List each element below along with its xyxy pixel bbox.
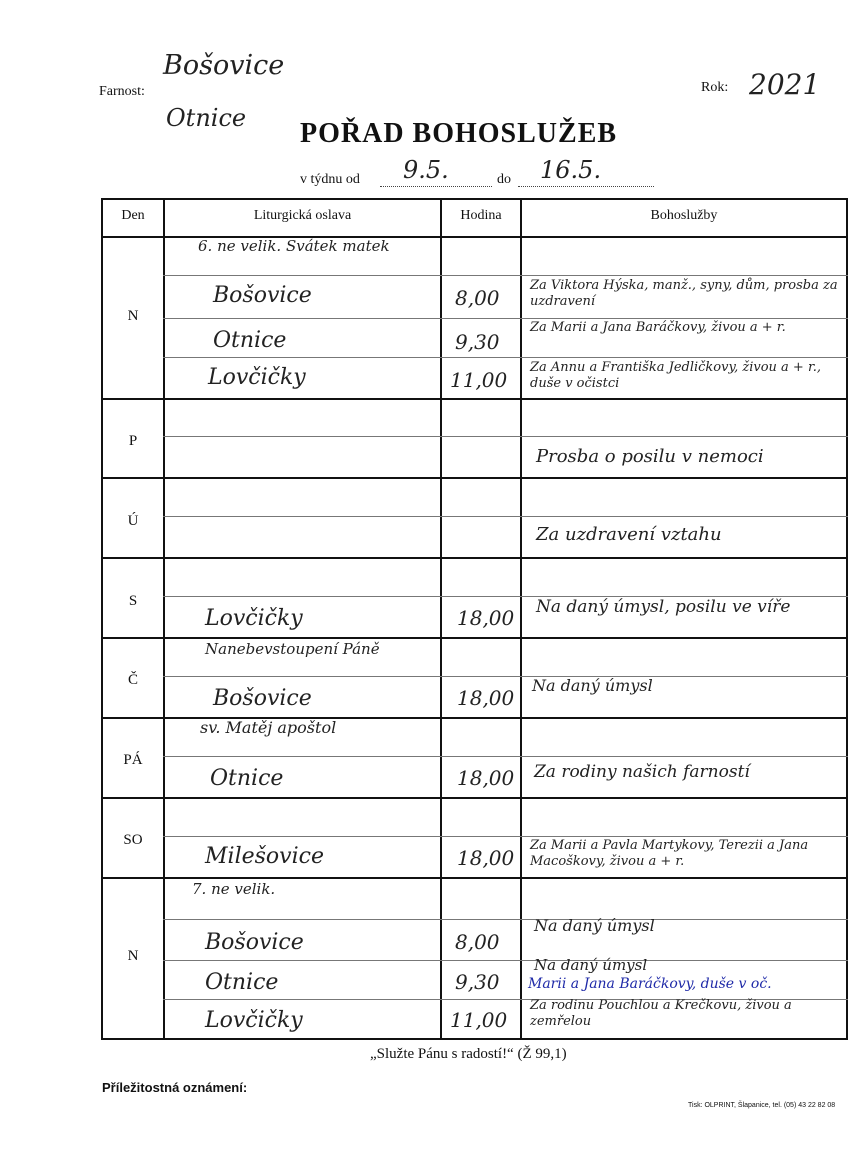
place: Otnice	[205, 970, 279, 995]
table-col-line-1	[163, 198, 165, 1040]
day-label: PÁ	[123, 752, 143, 768]
day-label: Č	[127, 672, 138, 688]
place: Bošovice	[205, 930, 304, 955]
table-border-right	[846, 198, 848, 1040]
week-from-label: v týdnu od	[300, 172, 360, 187]
time: 8,00	[455, 286, 500, 310]
row-separator	[163, 436, 848, 437]
col-header-den: Den	[121, 208, 145, 223]
time: 18,00	[457, 766, 515, 790]
liturgical-celebration: Nanebevstoupení Páně	[205, 640, 380, 658]
time: 18,00	[457, 686, 515, 710]
place: Otnice	[210, 766, 284, 791]
row-separator	[163, 960, 848, 961]
mass-intention: Na daný úmysl	[534, 916, 655, 935]
row-separator	[163, 516, 848, 517]
place: Lovčičky	[208, 365, 306, 390]
place: Lovčičky	[205, 606, 303, 631]
table-col-line-2	[440, 198, 442, 1040]
mass-intention-added: Marii a Jana Baráčkovy, duše v oč.	[528, 976, 772, 992]
mass-intention: Na daný úmysl	[532, 676, 653, 695]
day-separator	[101, 477, 848, 479]
farnost-name-1: Bošovice	[163, 50, 285, 81]
farnost-label: Farnost:	[99, 84, 145, 99]
row-separator	[163, 318, 848, 319]
day-separator	[101, 398, 848, 400]
table-col-line-3	[520, 198, 522, 1040]
day-separator	[101, 637, 848, 639]
mass-intention: Na daný úmysl, posilu ve víře	[536, 597, 791, 617]
row-separator	[163, 919, 848, 920]
row-separator	[163, 357, 848, 358]
row-separator	[163, 676, 848, 677]
place: Bošovice	[213, 686, 312, 711]
day-separator	[101, 797, 848, 799]
time: 18,00	[457, 606, 515, 630]
time: 11,00	[450, 1008, 508, 1032]
mass-intention: Prosba o posilu v nemoci	[536, 446, 764, 467]
mass-intention: Za uzdravení vztahu	[536, 524, 722, 545]
time: 9,30	[455, 970, 500, 994]
row-separator	[163, 756, 848, 757]
mass-intention: Na daný úmysl	[534, 956, 648, 974]
place: Lovčičky	[205, 1008, 303, 1033]
row-separator	[163, 836, 848, 837]
day-label: S	[128, 593, 138, 609]
mass-intention: Za Viktora Hýska, manž., syny, dům, prosba za uzdravení	[530, 278, 838, 309]
rok-value: 2021	[749, 68, 821, 101]
col-header-bohosluzby: Bohoslužby	[650, 208, 718, 223]
liturgical-celebration: sv. Matěj apoštol	[200, 718, 337, 737]
day-label: SO	[123, 832, 143, 848]
day-label: N	[127, 948, 139, 964]
liturgical-celebration: 6. ne velik. Svátek matek	[198, 237, 390, 255]
rok-label: Rok:	[701, 80, 729, 95]
day-label: N	[127, 308, 139, 324]
week-to-value: 16.5.	[540, 156, 602, 184]
col-header-hodina: Hodina	[460, 208, 502, 223]
mass-intention: Za Annu a Františka Jedličkovy, živou a + r., duše v očistci	[530, 360, 822, 391]
printer-info: Tisk: OLPRINT, Šlapanice, tel. (05) 43 22 82 08	[688, 1102, 836, 1109]
place: Bošovice	[213, 283, 312, 308]
row-separator	[163, 275, 848, 276]
week-from-value: 9.5.	[403, 156, 449, 184]
page-title: POŘAD BOHOSLUŽEB	[300, 118, 618, 149]
col-header-oslava: Liturgická oslava	[253, 208, 352, 223]
farnost-name-2: Otnice	[166, 104, 247, 132]
mass-intention: Za Marii a Pavla Martykovy, Terezii a Jana Macoškovy, živou a + r.	[530, 838, 809, 869]
day-label: P	[128, 433, 138, 449]
announcements-label: Příležitostná oznámení:	[102, 1080, 248, 1095]
liturgical-celebration: 7. ne velik.	[192, 880, 276, 898]
time: 18,00	[457, 846, 515, 870]
motto: „Služte Pánu s radostí!“ (Ž 99,1)	[370, 1046, 567, 1062]
time: 9,30	[455, 330, 500, 354]
place: Milešovice	[205, 844, 324, 869]
day-separator	[101, 557, 848, 559]
mass-intention: Za rodinu Pouchlou a Krečkovu, živou a zemřelou	[530, 998, 792, 1029]
time: 11,00	[450, 368, 508, 392]
mass-intention: Za Marii a Jana Baráčkovy, živou a + r.	[530, 320, 786, 335]
place: Otnice	[213, 328, 287, 353]
day-label: Ú	[127, 513, 139, 529]
table-border-bottom	[101, 1038, 848, 1040]
time: 8,00	[455, 930, 500, 954]
mass-intention: Za rodiny našich farností	[534, 762, 750, 782]
week-to-label: do	[497, 172, 511, 187]
table-border-top	[101, 198, 848, 200]
day-separator	[101, 877, 848, 879]
